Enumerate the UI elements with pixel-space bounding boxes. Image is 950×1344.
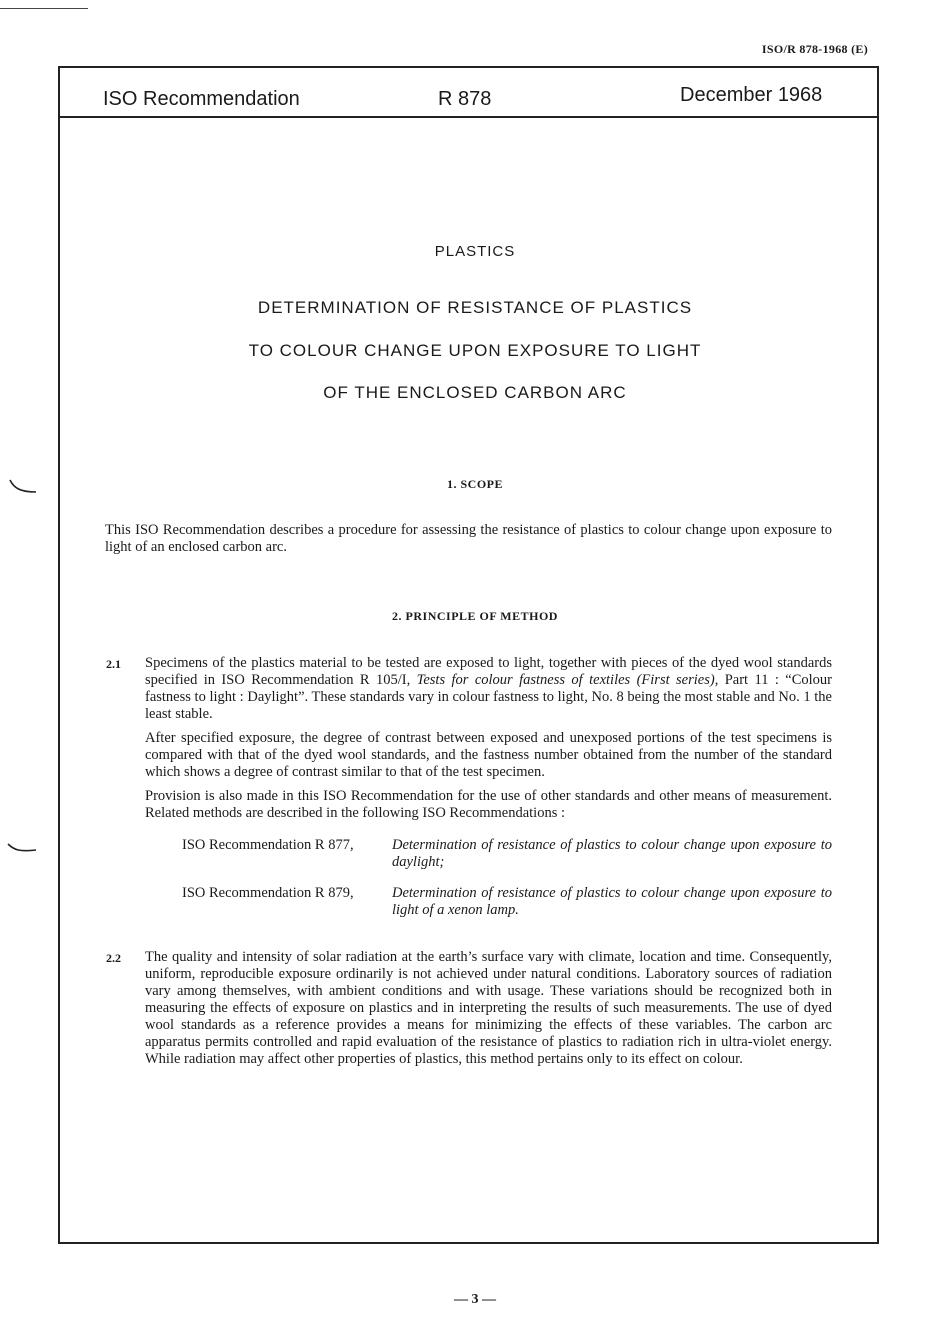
scope-text: This ISO Recommendation describes a procedure for assessing the resistance of plastics to colour change upon exposure to light of an enclosed carbon arc. (105, 522, 832, 555)
ref-label-2: ISO Recommendation R 879, (182, 885, 354, 901)
section-2-2-number: 2.2 (106, 951, 121, 965)
section-2-1-para-2: After specified exposure, the degree of contrast between exposed and unexposed portions of the test specimens is compared with that of the dyed wool standards, and the fastness number obtained from the number of the standard which shows a degree of contrast similar to that of the test specimen. (145, 730, 832, 780)
section-2-2-text: The quality and intensity of solar radiation at the earth’s surface vary with climate, location and time. Consequently, uniform, reproducible exposure ordinarily is not achieved under natural conditions. Laboratory sources of radiation vary among themselves, with ambient conditions and with usage. These variations should be recognized both in measuring the effects of exposure on plastics and in interpreting the results of such measurements. The use of dyed wool standards as a reference provides a means for minimizing the effects of these variables. The carbon arc apparatus permits controlled and rapid evaluation of the resistance of plastics to radiation rich in ultra-violet energy. While radiation may affect other properties of plastics, this method pertains only to its effect on colour. (145, 949, 832, 1067)
header-number: R 878 (438, 88, 492, 110)
scope-heading: 1. SCOPE (446, 477, 503, 491)
page-number: — 3 — (454, 1292, 496, 1307)
ref-title-1: Determination of resistance of plastics to colour change upon exposure to daylight; (392, 837, 832, 870)
title-line-3: OF THE ENCLOSED CARBON ARC (323, 383, 627, 402)
section-2-1-italic-title: Tests for colour fastness of textiles (First series) (416, 672, 715, 688)
header-series: ISO Recommendation (103, 88, 300, 110)
title-line-1: DETERMINATION OF RESISTANCE OF PLASTICS (257, 298, 693, 317)
margin-mark-2 (6, 840, 38, 858)
header-bar (60, 68, 877, 118)
document-reference: ISO/R 878-1968 (E) (761, 42, 868, 56)
section-2-1-number: 2.1 (106, 657, 121, 671)
header-date: December 1968 (680, 84, 823, 106)
section-2-1-para-1 (145, 655, 832, 723)
ref-label-1: ISO Recommendation R 877, (182, 837, 354, 853)
section-2-1-para-3: Provision is also made in this ISO Recommendation for the use of other standards and other means of measurement. Related methods are described in the following ISO Recommendations : (145, 788, 832, 821)
title-line-2: TO COLOUR CHANGE UPON EXPOSURE TO LIGHT (248, 341, 702, 360)
principle-heading: 2. PRINCIPLE OF METHOD (392, 609, 558, 623)
ref-title-2: Determination of resistance of plastics to colour change upon exposure to light of a xenon lamp. (392, 885, 832, 918)
section-2-1-text-a: Specimens of the plastics material to be tested are exposed to light, together with pieces of the dyed wool standards specified in ISO Recommendation R 105/I, (145, 655, 832, 688)
top-rule (0, 8, 88, 9)
section-2-1-text-b: , Part 11 : “Colour fastness to light : Daylight”. These standards vary in colour fastness to light, No. 8 being the most stable and No. 1 the least stable. (145, 672, 833, 722)
subject-heading: PLASTICS (434, 243, 516, 260)
